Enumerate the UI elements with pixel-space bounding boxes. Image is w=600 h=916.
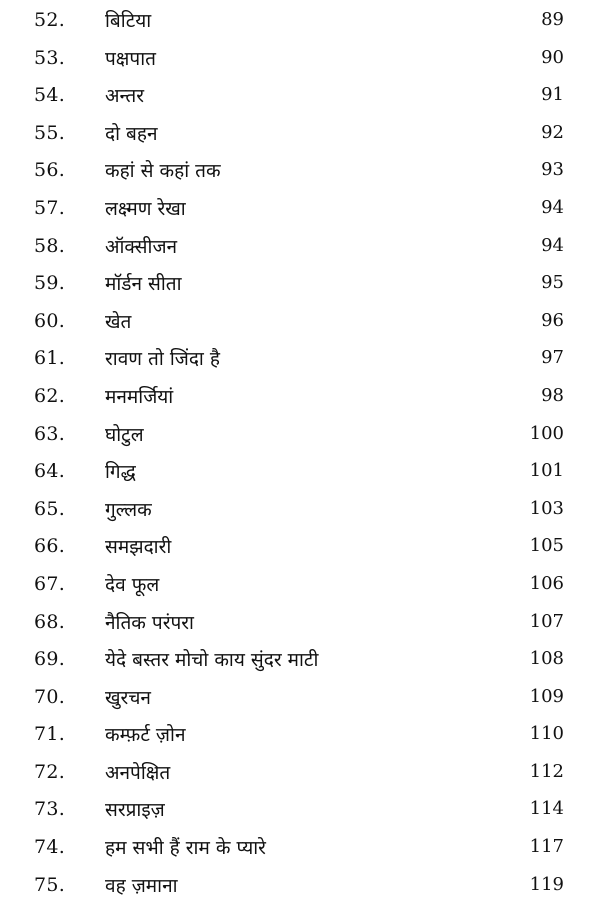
toc-entry [0, 493, 600, 531]
entry-number: 73. [34, 798, 66, 821]
entry-title: कहां से कहां तक [105, 160, 221, 183]
entry-number: 68. [34, 610, 66, 633]
entry-title: बिटिया [105, 10, 152, 32]
entry-page-number: 101 [529, 460, 564, 482]
toc-entry [0, 530, 600, 568]
entry-number: 67. [34, 572, 66, 595]
entry-page-number: 106 [529, 572, 564, 594]
entry-title: ऑक्सीजन [105, 235, 178, 258]
toc-entry [0, 568, 600, 606]
entry-title: पक्षपात [105, 47, 156, 70]
toc-entry [0, 4, 600, 42]
entry-title: कम्फ़र्ट ज़ोन [105, 724, 186, 747]
entry-page-number: 109 [529, 685, 564, 707]
entry-title: रावण तो जिंदा है [105, 348, 220, 371]
entry-number: 62. [34, 384, 66, 407]
toc-entry [0, 606, 600, 644]
toc-entry [0, 42, 600, 80]
toc-entry [0, 418, 600, 456]
entry-number: 56. [34, 159, 66, 182]
entry-page-number: 105 [529, 535, 564, 557]
entry-title: देव फूल [105, 573, 160, 596]
entry-number: 69. [34, 648, 66, 671]
entry-title: खुरचन [105, 686, 151, 709]
entry-page-number: 100 [529, 422, 564, 444]
toc-entry [0, 718, 600, 756]
entry-page-number: 93 [541, 159, 564, 181]
entry-number: 70. [34, 685, 66, 708]
entry-title: घोटुल [105, 423, 144, 446]
toc-entry [0, 305, 600, 343]
toc-entry [0, 455, 600, 493]
entry-page-number: 108 [529, 648, 564, 670]
toc-entry [0, 342, 600, 380]
toc-entry [0, 192, 600, 230]
entry-number: 75. [34, 873, 66, 896]
entry-page-number: 91 [541, 84, 564, 106]
toc-entry [0, 793, 600, 831]
entry-number: 64. [34, 460, 66, 483]
entry-page-number: 98 [541, 384, 564, 406]
entry-page-number: 119 [529, 873, 564, 895]
toc-entry [0, 267, 600, 305]
entry-title: लक्ष्मण रेखा [105, 197, 186, 220]
entry-title: अन्तर [105, 85, 144, 108]
entry-number: 58. [34, 234, 66, 257]
entry-title: मॉर्डन सीता [105, 273, 182, 296]
entry-page-number: 117 [529, 836, 564, 858]
entry-number: 59. [34, 272, 66, 295]
entry-page-number: 90 [541, 46, 564, 68]
entry-page-number: 103 [529, 497, 564, 519]
entry-title: समझदारी [105, 536, 172, 559]
entry-page-number: 94 [541, 234, 564, 256]
entry-page-number: 92 [541, 121, 564, 143]
entry-number: 72. [34, 760, 66, 783]
entry-page-number: 94 [541, 196, 564, 218]
entry-page-number: 97 [541, 347, 564, 369]
entry-number: 63. [34, 422, 66, 445]
entry-page-number: 89 [541, 9, 564, 30]
entry-title: खेत [105, 310, 132, 333]
entry-page-number: 95 [541, 272, 564, 294]
toc-entry [0, 79, 600, 117]
toc-entry [0, 380, 600, 418]
entry-page-number: 110 [529, 723, 564, 745]
toc-entry [0, 643, 600, 681]
entry-title: गुल्लक [105, 498, 152, 521]
entry-title: दो बहन [105, 122, 158, 145]
entry-title: नैतिक परंपरा [105, 611, 194, 634]
toc-entry [0, 681, 600, 719]
toc-entry [0, 756, 600, 794]
entry-page-number: 107 [529, 610, 564, 632]
entry-number: 55. [34, 121, 66, 144]
entry-number: 71. [34, 723, 66, 746]
entry-title: येदे बस्तर मोचो काय सुंदर माटी [105, 649, 319, 672]
entry-number: 66. [34, 535, 66, 558]
entry-title: सरप्राइज़ [105, 799, 165, 822]
entry-number: 53. [34, 46, 66, 69]
entry-page-number: 112 [529, 760, 564, 782]
entry-number: 54. [34, 84, 66, 107]
entry-page-number: 96 [541, 309, 564, 331]
entry-number: 74. [34, 836, 66, 859]
entry-title: मनमर्जियां [105, 385, 174, 408]
entry-number: 57. [34, 196, 66, 219]
entry-title: अनपेक्षित [105, 761, 171, 784]
table-of-contents [0, 4, 600, 906]
entry-page-number: 114 [529, 798, 564, 820]
entry-title: गिद्ध [105, 461, 136, 484]
entry-number: 60. [34, 309, 66, 332]
entry-number: 61. [34, 347, 66, 370]
toc-entry [0, 831, 600, 869]
toc-entry [0, 230, 600, 268]
entry-number: 65. [34, 497, 66, 520]
entry-title: हम सभी हैं राम के प्यारे [105, 837, 266, 860]
toc-entry [0, 869, 600, 907]
entry-title: वह ज़माना [105, 874, 178, 897]
entry-number: 52. [34, 9, 66, 31]
toc-entry [0, 154, 600, 192]
toc-entry [0, 117, 600, 155]
